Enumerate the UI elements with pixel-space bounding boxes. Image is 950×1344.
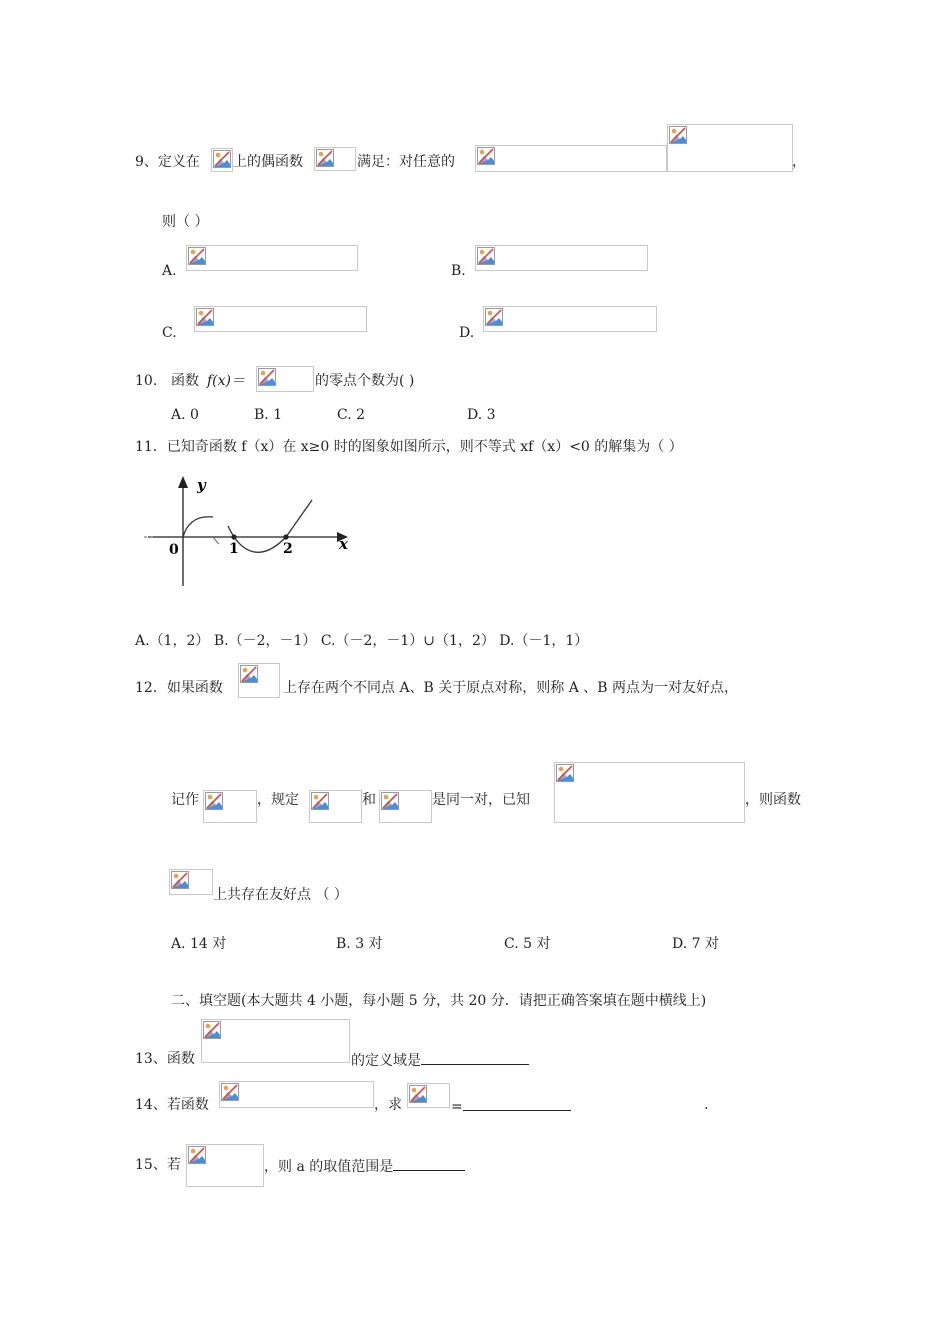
q11-options: A.（1，2） B.（－2，－1） C.（－2，－1）∪（1，2） D.（－1，1） <box>135 633 589 649</box>
q10-number: 10. <box>135 373 158 389</box>
q9-option-a: A. <box>162 263 177 279</box>
option-c-image <box>194 306 367 332</box>
formula-image <box>314 147 356 171</box>
formula-image <box>219 1081 374 1108</box>
broken-image-icon <box>477 247 495 265</box>
formula-image <box>211 148 233 172</box>
q10-option-b: B. 1 <box>254 407 283 423</box>
q14-mid: ，求 <box>374 1097 402 1113</box>
q14-line <box>451 1096 571 1116</box>
broken-image-icon <box>213 150 231 168</box>
q12-line2-a: 记作 <box>171 792 199 808</box>
q12-line1-start: 12．如果函数 <box>135 680 223 696</box>
x-axis-label: x <box>339 535 348 553</box>
formula-image <box>554 762 745 823</box>
answer-blank[interactable] <box>393 1156 465 1171</box>
answer-blank[interactable] <box>421 1050 529 1065</box>
q13-after: 的定义域是 <box>351 1053 421 1069</box>
formula-image <box>407 1083 450 1108</box>
broken-image-icon <box>196 308 214 326</box>
q10-fx: f(x)＝ <box>207 373 246 389</box>
formula-image <box>203 790 257 823</box>
q14-prefix: 14、若函数 <box>135 1097 209 1113</box>
formula-image <box>169 869 213 895</box>
formula-image <box>256 366 314 392</box>
q14-dot: . <box>704 1097 709 1113</box>
curve-segment-2 <box>228 500 312 552</box>
q15-line <box>264 1156 465 1176</box>
formula-image <box>238 663 280 698</box>
broken-image-icon <box>485 308 503 326</box>
broken-image-icon <box>409 1085 427 1103</box>
broken-image-icon <box>240 665 258 683</box>
q12-option-b: B. 3 对 <box>336 936 383 952</box>
q9-prefix: 9、定义在 <box>135 154 200 170</box>
q9-option-c: C. <box>162 325 177 341</box>
formula-image <box>667 124 793 172</box>
q15-after: ，则 a 的取值范围是 <box>264 1159 394 1175</box>
tick-label-2: 2 <box>283 541 293 557</box>
answer-blank[interactable] <box>463 1096 571 1111</box>
q9-then: 则（ ） <box>162 214 209 230</box>
q15-prefix: 15、若 <box>135 1157 181 1173</box>
q10-option-c: C. 2 <box>337 407 366 423</box>
zero-point-2 <box>283 534 288 539</box>
broken-image-icon <box>203 1021 221 1039</box>
broken-image-icon <box>311 792 329 810</box>
broken-image-icon <box>556 764 574 782</box>
q13-line <box>351 1050 529 1070</box>
q10-option-d: D. 3 <box>467 407 496 423</box>
q13-prefix: 13、函数 <box>135 1051 195 1067</box>
q10-option-a: A. 0 <box>171 407 199 423</box>
q12-option-a: A. 14 对 <box>171 936 227 952</box>
q12-line3: 上共存在友好点 （ ） <box>213 887 348 903</box>
option-a-image <box>186 245 358 271</box>
q11-text: 11．已知奇函数 f（x）在 x≥0 时的图象如图所示，则不等式 xf（x）<0 的解集为（ ） <box>135 439 683 455</box>
q12-option-d: D. 7 对 <box>672 936 719 952</box>
formula-image <box>475 145 667 172</box>
formula-image <box>186 1144 264 1187</box>
q9-mid1: 上的偶函数 <box>233 154 303 170</box>
broken-image-icon <box>477 147 495 165</box>
formula-image <box>309 790 362 823</box>
broken-image-icon <box>258 368 276 386</box>
formula-image <box>379 790 432 823</box>
q12-line2-c: 和 <box>362 792 376 808</box>
option-b-image <box>475 245 648 271</box>
broken-image-icon <box>188 247 206 265</box>
q12-option-c: C. 5 对 <box>504 936 551 952</box>
q9-option-d: D. <box>459 325 475 341</box>
q14-eq: = <box>451 1099 463 1115</box>
section-2-heading: 二、填空题(本大题共 4 小题，每小题 5 分，共 20 分．请把正确答案填在题中横线上) <box>171 993 707 1009</box>
q12-line1-end: 上存在两个不同点 A、B 关于原点对称，则称 A 、B 两点为一对友好点， <box>283 680 739 696</box>
formula-image <box>201 1019 350 1063</box>
q9-mid2: 满足：对任意的 <box>357 154 455 170</box>
q10-text: 函数 <box>171 373 199 389</box>
broken-image-icon <box>205 792 223 810</box>
broken-image-icon <box>381 792 399 810</box>
broken-image-icon <box>316 149 334 167</box>
broken-image-icon <box>669 126 687 144</box>
y-axis-label: y <box>197 476 206 494</box>
option-d-image <box>483 306 657 332</box>
broken-image-icon <box>188 1146 206 1164</box>
origin-label: 0 <box>169 542 179 558</box>
zero-point-1 <box>231 534 236 539</box>
q12-line2-e: ，则函数 <box>745 792 801 808</box>
q10-after: 的零点个数为( ) <box>315 373 415 389</box>
function-graph <box>140 468 360 593</box>
q9-tail: ， <box>792 154 806 170</box>
curve-segment-1 <box>183 517 213 537</box>
tick-label-1: 1 <box>229 541 239 557</box>
q12-line2-d: 是同一对，已知 <box>432 792 530 808</box>
y-axis-arrow <box>178 476 188 488</box>
broken-image-icon <box>171 871 189 889</box>
q9-option-b: B. <box>451 263 466 279</box>
q12-line2-b: ，规定 <box>257 792 299 808</box>
broken-image-icon <box>221 1083 239 1101</box>
